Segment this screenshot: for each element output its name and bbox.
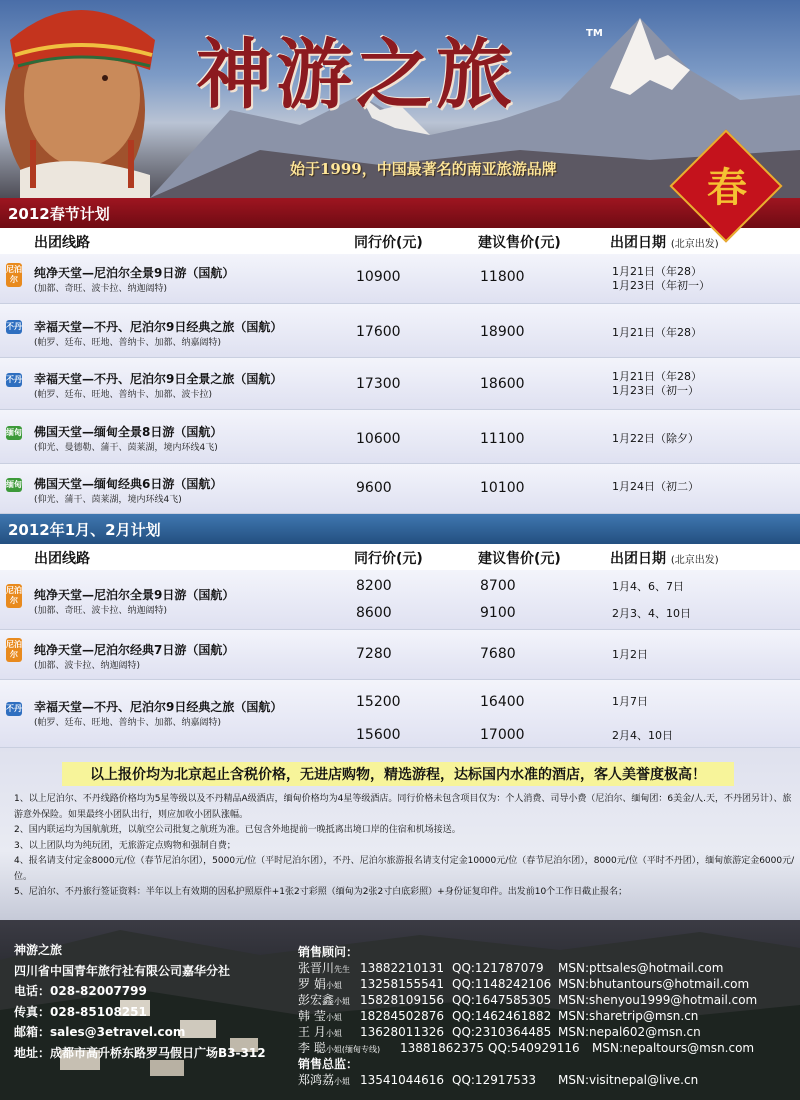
column-header-row	[0, 544, 800, 570]
contact-row	[298, 1040, 755, 1056]
tour-name: 佛国天堂—缅甸全景8日游（国航）	[34, 425, 223, 439]
contact-msn[interactable]: MSN:bhutantours@hotmail.com	[558, 977, 750, 991]
brand-slogan: 始于1999，中国最著名的南亚旅游品牌	[290, 160, 557, 178]
tour-stops: (加都、奇旺、波卡拉、纳迦阔特)	[34, 284, 168, 294]
col-route: 出团线路	[34, 235, 90, 251]
contact-qq: QQ:1462461882	[452, 1009, 552, 1023]
tour-row[interactable]	[0, 410, 800, 464]
tour-stops: (加都、奇旺、波卡拉、纳迦阔特)	[34, 606, 168, 616]
tour-row[interactable]	[0, 464, 800, 514]
contact-row	[298, 1024, 701, 1040]
director-title: 销售总监：	[298, 1057, 359, 1071]
peer-price: 7280	[356, 646, 392, 662]
section-jan-feb-header: 2012年1月、2月计划	[0, 514, 800, 544]
header-banner	[0, 0, 800, 198]
tour-row[interactable]	[0, 630, 800, 680]
col-departure: 出团日期 (北京出发)	[610, 551, 719, 567]
departure-date: 1月21日（年28）	[612, 370, 702, 383]
retail-price: 16400	[480, 694, 525, 710]
contact-name: 郑鸿荔小姐	[298, 1073, 351, 1087]
tour-name: 幸福天堂—不丹、尼泊尔9日全景之旅（国航）	[34, 372, 283, 386]
contact-qq: QQ:540929116	[488, 1041, 580, 1055]
country-tag: 不丹	[6, 373, 22, 387]
contact-qq: QQ:1647585305	[452, 993, 552, 1007]
spring-badge-text: 春	[707, 164, 747, 211]
contact-msn[interactable]: MSN:nepaltours@msn.com	[592, 1041, 755, 1055]
country-tag: 尼泊尔	[6, 584, 22, 608]
departure-date: 1月2日	[612, 648, 648, 661]
col-peer-price: 同行价(元)	[354, 551, 423, 567]
country-tag: 尼泊尔	[6, 263, 22, 287]
company-email[interactable]: 邮箱：sales@3etravel.com	[14, 1025, 186, 1039]
contact-phone: 13881862375	[400, 1041, 484, 1055]
col-route: 出团线路	[34, 551, 90, 567]
peer-price: 9600	[356, 480, 392, 496]
contact-msn[interactable]: MSN:shenyou1999@hotmail.com	[558, 993, 758, 1007]
contact-name: 王 月小姐	[298, 1025, 342, 1039]
contact-row	[298, 976, 750, 992]
retail-price: 11800	[480, 269, 525, 285]
section-spring-festival-header: 2012春节计划	[0, 198, 800, 228]
contact-name: 罗 娟小姐	[298, 977, 342, 991]
trademark-mark: TM	[586, 28, 603, 39]
contact-name: 张晋川先生	[298, 961, 351, 975]
col-retail-price: 建议售价(元)	[478, 235, 561, 251]
tour-name: 幸福天堂—不丹、尼泊尔9日经典之旅（国航）	[34, 320, 283, 334]
tour-row[interactable]	[0, 358, 800, 410]
peer-price: 8200	[356, 578, 392, 594]
col-retail-price: 建议售价(元)	[478, 551, 561, 567]
contact-phone: 13882210131	[360, 961, 444, 975]
note-item: 3、以上团队均为纯玩团，无旅游定点购物和强制自费；	[14, 840, 236, 851]
price-highlight-banner: 以上报价均为北京起止含税价格，无进店购物，精选游程，达标国内水准的酒店，客人美誉度极高！	[62, 762, 734, 786]
tour-row[interactable]	[0, 254, 800, 304]
contact-row	[298, 992, 758, 1008]
departure-date: 2月4、10日	[612, 729, 673, 742]
departure-date: 1月23日（初一）	[612, 384, 699, 397]
company-address: 地址：成都市高升桥东路罗马假日广场B3-312	[14, 1045, 266, 1060]
departure-date: 2月3、4、10日	[612, 607, 691, 620]
company-brand: 神游之旅	[14, 943, 63, 957]
terms-notes	[14, 792, 796, 901]
departure-date: 1月24日（初二）	[612, 480, 699, 493]
tour-stops: (仰光、蒲干、茵莱湖，境内环线4飞)	[34, 495, 182, 505]
retail-price: 7680	[480, 646, 516, 662]
contact-msn[interactable]: MSN:visitnepal@live.cn	[558, 1073, 699, 1087]
retail-price: 17000	[480, 727, 525, 743]
retail-price: 18600	[480, 376, 525, 392]
col-departure: 出团日期 (北京出发)	[610, 235, 719, 251]
company-fax: 传真：028-85108251	[14, 1004, 147, 1019]
contact-msn[interactable]: MSN:sharetrip@msn.cn	[558, 1009, 699, 1023]
tour-name: 纯净天堂—尼泊尔全景9日游（国航）	[34, 588, 235, 602]
tour-stops: (加都、波卡拉、纳迦阔特)	[34, 661, 141, 671]
contact-name: 李 聪小姐(缅甸专线)	[298, 1041, 381, 1055]
contact-phone: 13258155541	[360, 977, 444, 991]
contact-row	[298, 1072, 699, 1088]
country-tag: 不丹	[6, 320, 22, 334]
contact-phone: 18284502876	[360, 1009, 444, 1023]
departure-date: 1月7日	[612, 695, 648, 708]
tour-name: 幸福天堂—不丹、尼泊尔9日经典之旅（国航）	[34, 700, 283, 714]
country-tag: 尼泊尔	[6, 638, 22, 662]
tour-stops: (帕罗、廷布、旺地、普纳卡、加都、纳嘉阔特)	[34, 718, 222, 728]
tour-row[interactable]	[0, 570, 800, 630]
sales-title: 销售顾问：	[298, 945, 359, 959]
contact-phone: 15828109156	[360, 993, 444, 1007]
departure-date: 1月4、6、7日	[612, 580, 684, 593]
contact-qq: QQ:1148242106	[452, 977, 552, 991]
tour-stops: (帕罗、廷布、旺地、普纳卡、加都、波卡拉)	[34, 390, 213, 400]
tour-stops: (帕罗、廷布、旺地、普纳卡、加都、纳嘉阔特)	[34, 338, 222, 348]
retail-price: 10100	[480, 480, 525, 496]
note-item: 2、国内联运均为国航航班，以航空公司批复之航班为准。已包含外地提前一晚抵离出境口岸的住宿和机场接送。	[14, 825, 461, 835]
tour-row[interactable]	[0, 680, 800, 748]
country-tag: 缅甸	[6, 426, 22, 440]
note-item: 1、以上尼泊尔、不丹线路价格均为5星等级以及不丹精品A级酒店，缅甸价格均为4星等级酒店。同行价格未包含项目仅为：个人消费、司导小费（尼泊尔、缅甸团：6美金/人.天，不丹团另计）、旅游意外保险。如果最终小团队出行，则应加收小团队涨幅。	[14, 794, 792, 820]
tour-name: 纯净天堂—尼泊尔经典7日游（国航）	[34, 643, 235, 657]
tour-name: 佛国天堂—缅甸经典6日游（国航）	[34, 477, 223, 491]
contact-msn[interactable]: MSN:nepal602@msn.cn	[558, 1025, 701, 1039]
column-header-row	[0, 228, 800, 254]
departure-date: 1月21日（年28）	[612, 265, 702, 278]
country-tag: 缅甸	[6, 478, 22, 492]
departure-date: 1月23日（年初一）	[612, 279, 710, 292]
sales-contacts	[298, 944, 758, 1088]
retail-price: 18900	[480, 324, 525, 340]
peer-price: 17600	[356, 324, 401, 340]
brand-logo: 神游之旅	[196, 30, 516, 119]
contact-phone: 13628011326	[360, 1025, 444, 1039]
contact-phone: 13541044616	[360, 1073, 444, 1087]
peer-price: 10900	[356, 269, 401, 285]
note-item: 5、尼泊尔、不丹旅行签证资料：半年以上有效期的因私护照原件+1张2寸彩照（缅甸为2张2寸白底彩照）+身份证复印件。出发前10个工作日截止报名；	[14, 887, 628, 897]
company-info	[14, 940, 266, 1063]
contact-name: 韩 莹小姐	[298, 1009, 342, 1023]
retail-price: 11100	[480, 431, 525, 447]
peer-price: 15200	[356, 694, 401, 710]
company-phone: 电话：028-82007799	[14, 984, 147, 998]
tour-name: 纯净天堂—尼泊尔全景9日游（国航）	[34, 266, 235, 280]
peer-price: 17300	[356, 376, 401, 392]
retail-price: 8700	[480, 578, 516, 594]
contact-row	[298, 1008, 699, 1024]
peer-price: 10600	[356, 431, 401, 447]
peer-price: 15600	[356, 727, 401, 743]
col-peer-price: 同行价(元)	[354, 235, 423, 251]
contact-name: 彭宏鑫小姐	[298, 993, 351, 1007]
company-name: 四川省中国青年旅行社有限公司嘉华分社	[14, 963, 231, 978]
departure-date: 1月21日（年28）	[612, 326, 702, 339]
contact-qq: QQ:2310364485	[452, 1025, 552, 1039]
contact-row	[298, 960, 724, 976]
country-tag: 不丹	[6, 702, 22, 716]
departure-date: 1月22日（除夕）	[612, 432, 699, 445]
retail-price: 9100	[480, 605, 516, 621]
tour-row[interactable]	[0, 304, 800, 358]
note-item: 4、报名请支付定金8000元/位（春节尼泊尔团），5000元/位（平时尼泊尔团），不丹、尼泊尔旅游报名请支付定金10000元/位（春节尼泊尔团），8000元/位（平时不丹团），缅甸旅游定金6000元/位。	[14, 856, 795, 882]
contact-qq: QQ:121787079	[452, 961, 544, 975]
peer-price: 8600	[356, 605, 392, 621]
contact-msn[interactable]: MSN:pttsales@hotmail.com	[558, 961, 724, 975]
contact-qq: QQ:12917533	[452, 1073, 537, 1087]
tour-stops: (仰光、曼德勒、蒲干、茵莱湖，境内环线4飞)	[34, 443, 218, 453]
